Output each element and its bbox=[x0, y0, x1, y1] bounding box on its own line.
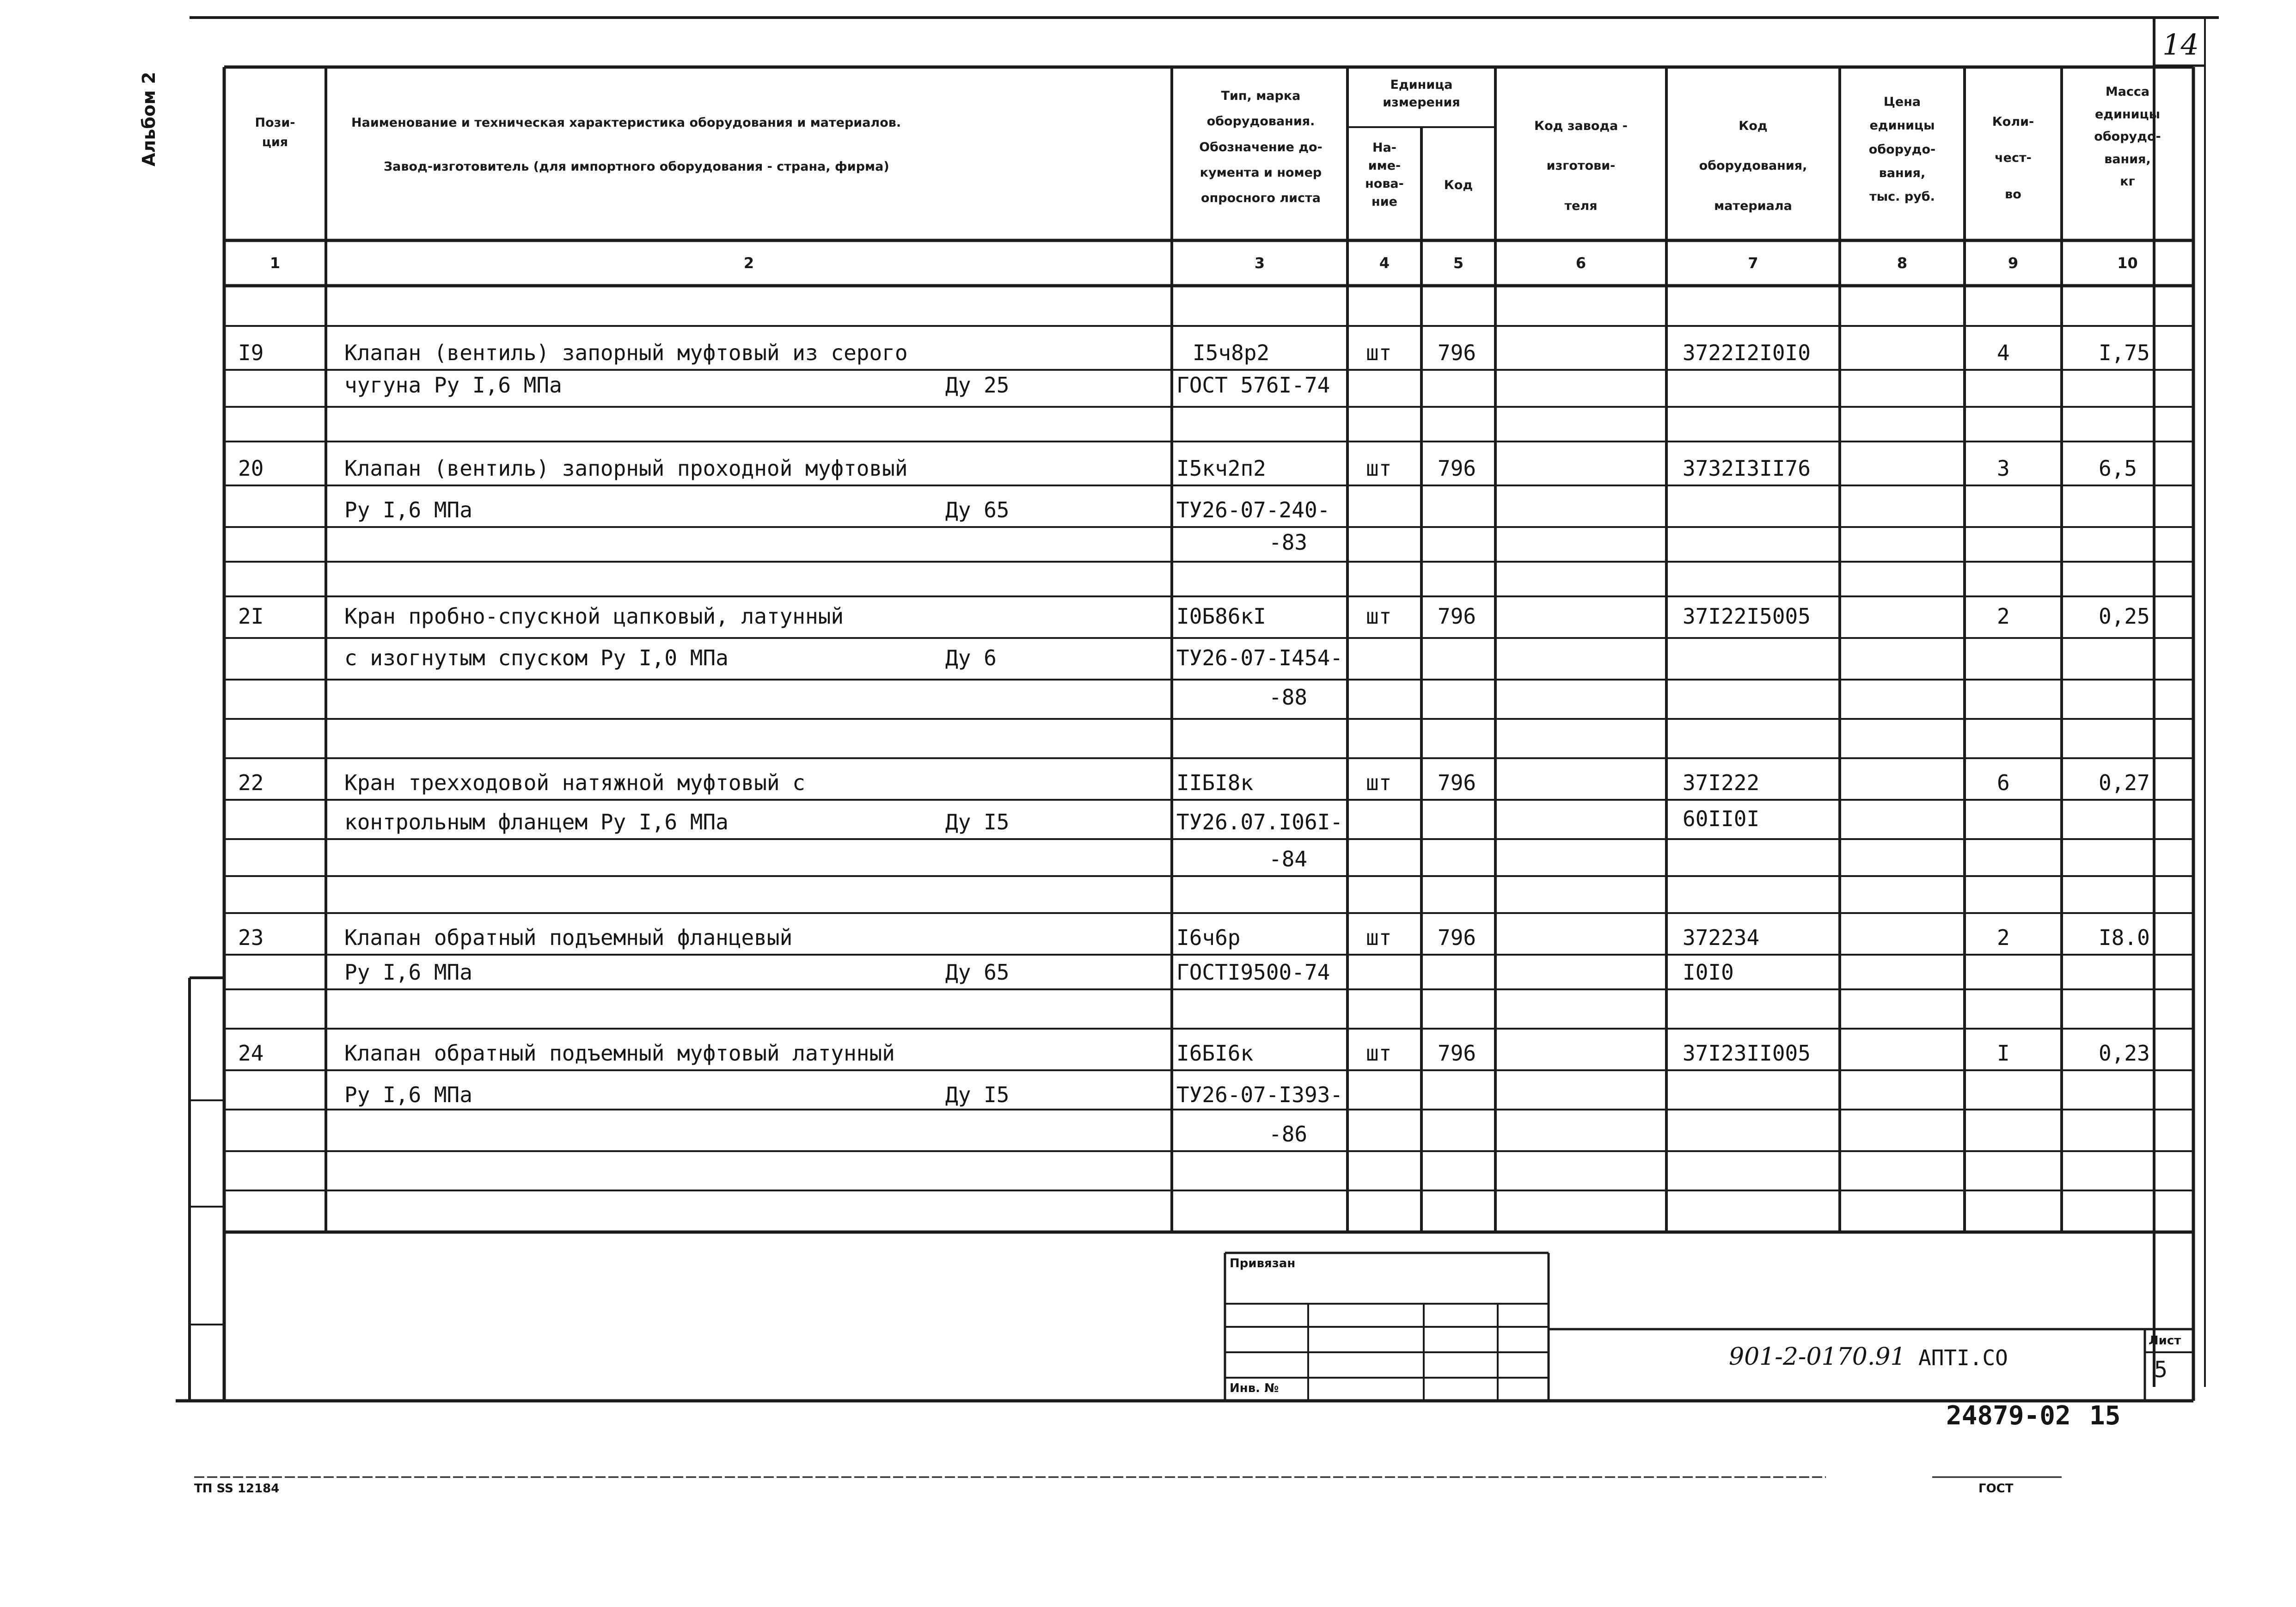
name-cell: Клапан (вентиль) запорный проходной муфтовый bbox=[344, 456, 908, 481]
document-suffix: АПТI.СО bbox=[1918, 1345, 2008, 1370]
position-cell: 22 bbox=[238, 770, 264, 795]
unit-code-cell: 796 bbox=[1438, 340, 1476, 365]
quantity-cell: 3 bbox=[1997, 456, 2010, 481]
header-unit-name: На- име- нова- ние bbox=[1365, 141, 1404, 209]
equip-code-cell: 372234 bbox=[1683, 925, 1760, 950]
header-name-line2: Завод-изготовитель (для импортного оборудования - страна, фирма) bbox=[384, 159, 889, 174]
name-cell: чугуна Ру I,6 МПа bbox=[344, 373, 562, 398]
name-cell: Ру I,6 МПа bbox=[344, 497, 472, 522]
unit-code-cell: 796 bbox=[1438, 925, 1476, 950]
type-cell: -83 bbox=[1269, 530, 1308, 555]
equip-code-cell: I0I0 bbox=[1683, 960, 1734, 985]
col-number: 3 bbox=[1254, 254, 1265, 272]
equip-code-cell: 3722I2I0I0 bbox=[1683, 340, 1811, 365]
mass-cell: 0,27 bbox=[2099, 770, 2150, 795]
type-cell: ГОСТI9500-74 bbox=[1176, 960, 1330, 985]
col-number: 10 bbox=[2117, 254, 2138, 272]
type-cell: ТУ26.07.I06I- bbox=[1176, 810, 1343, 834]
type-cell: -88 bbox=[1269, 685, 1308, 710]
name-cell: с изогнутым спуском Ру I,0 МПа bbox=[344, 645, 729, 670]
unit-code-cell: 796 bbox=[1438, 604, 1476, 629]
position-cell: 24 bbox=[238, 1041, 264, 1066]
name-cell: контрольным фланцем Ру I,6 МПа bbox=[344, 810, 729, 834]
du-cell: Ду 6 bbox=[945, 645, 997, 670]
mass-cell: 0,25 bbox=[2099, 604, 2150, 629]
mass-cell: 6,5 bbox=[2099, 456, 2137, 481]
type-cell: I6ч6р bbox=[1176, 925, 1241, 950]
inventory-number-label: Инв. № bbox=[1230, 1381, 1279, 1395]
name-cell: Кран трехходовой натяжной муфтовый с bbox=[344, 770, 805, 795]
unit-name-cell: шт bbox=[1366, 1041, 1392, 1066]
type-cell: ГОСТ 576I-74 bbox=[1176, 373, 1330, 398]
unit-name-cell: шт bbox=[1366, 604, 1392, 629]
name-cell: Кран пробно-спускной цапковый, латунный bbox=[344, 604, 844, 629]
header-factory-code: Код завода - изготови- теля bbox=[1534, 119, 1628, 213]
col-number: 1 bbox=[269, 254, 281, 272]
mass-cell: 0,23 bbox=[2099, 1041, 2150, 1066]
header-name-line1: Наименование и техническая характеристика оборудования и материалов. bbox=[351, 116, 901, 130]
applied-label: Привязан bbox=[1230, 1257, 1296, 1270]
position-cell: 2I bbox=[238, 604, 264, 629]
unit-code-cell: 796 bbox=[1438, 1041, 1476, 1066]
unit-name-cell: шт bbox=[1366, 456, 1392, 481]
type-cell: ТУ26-07-240- bbox=[1176, 497, 1330, 522]
header-quantity: Коли- чест- во bbox=[1992, 115, 2034, 202]
quantity-cell: 2 bbox=[1997, 925, 2010, 950]
quantity-cell: 4 bbox=[1997, 340, 2010, 365]
quantity-cell: 6 bbox=[1997, 770, 2010, 795]
type-cell: ТУ26-07-I454- bbox=[1176, 645, 1343, 670]
type-cell: -86 bbox=[1269, 1122, 1308, 1147]
equip-code-cell: 37I23II005 bbox=[1683, 1041, 1811, 1066]
equip-code-cell: 37I222 bbox=[1683, 770, 1760, 795]
type-cell: I5кч2п2 bbox=[1176, 456, 1266, 481]
name-cell: Клапан обратный подъемный фланцевый bbox=[344, 925, 793, 950]
bottom-page: 15 bbox=[2089, 1401, 2121, 1431]
type-cell: I6БI6к bbox=[1176, 1041, 1254, 1066]
type-cell: ТУ26-07-I393- bbox=[1176, 1082, 1343, 1107]
du-cell: Ду 65 bbox=[945, 960, 1010, 985]
unit-code-cell: 796 bbox=[1438, 770, 1476, 795]
footer-right: ГОСТ bbox=[1978, 1482, 2014, 1496]
unit-name-cell: шт bbox=[1366, 340, 1392, 365]
du-cell: Ду 65 bbox=[945, 497, 1010, 522]
col-number: 8 bbox=[1897, 254, 1908, 272]
sheet-label: Лист bbox=[2149, 1334, 2181, 1348]
equip-code-cell: 60II0I bbox=[1683, 806, 1760, 831]
position-cell: I9 bbox=[238, 340, 264, 365]
header-position: Пози- ция bbox=[255, 116, 295, 149]
name-cell: Ру I,6 МПа bbox=[344, 960, 472, 985]
col-number: 9 bbox=[2008, 254, 2019, 272]
header-equip-code: Код оборудования, материала bbox=[1699, 119, 1807, 213]
unit-code-cell: 796 bbox=[1438, 456, 1476, 481]
header-unit-code: Код bbox=[1444, 178, 1473, 192]
side-label: Альбом 2 bbox=[139, 72, 159, 166]
unit-name-cell: шт bbox=[1366, 925, 1392, 950]
mass-cell: I,75 bbox=[2099, 340, 2150, 365]
type-cell: IIБI8к bbox=[1176, 770, 1254, 795]
du-cell: Ду 25 bbox=[945, 373, 1010, 398]
col-number: 4 bbox=[1379, 254, 1390, 272]
name-cell: Ру I,6 МПа bbox=[344, 1082, 472, 1107]
mass-cell: I8.0 bbox=[2099, 925, 2150, 950]
col-number: 7 bbox=[1748, 254, 1758, 272]
du-cell: Ду I5 bbox=[945, 810, 1010, 834]
col-number: 2 bbox=[743, 254, 754, 272]
type-cell: I5ч8р2 bbox=[1193, 340, 1270, 365]
bottom-number: 24879-02 bbox=[1946, 1401, 2071, 1431]
type-cell: I0Б86кI bbox=[1176, 604, 1266, 629]
unit-name-cell: шт bbox=[1366, 770, 1392, 795]
col-number: 6 bbox=[1575, 254, 1586, 272]
position-cell: 20 bbox=[238, 456, 264, 481]
type-cell: -84 bbox=[1269, 846, 1308, 871]
quantity-cell: I bbox=[1997, 1041, 2010, 1066]
du-cell: Ду I5 bbox=[945, 1082, 1010, 1107]
equip-code-cell: 37I22I5005 bbox=[1683, 604, 1811, 629]
col-number: 5 bbox=[1453, 254, 1464, 272]
header-unit-group: Единица измерения bbox=[1383, 78, 1460, 110]
name-cell: Клапан обратный подъемный муфтовый латунный bbox=[344, 1041, 895, 1066]
footer-left: ТП SS 12184 bbox=[194, 1482, 280, 1496]
equip-code-cell: 3732I3II76 bbox=[1683, 456, 1811, 481]
sheet-number: 5 bbox=[2154, 1357, 2167, 1383]
name-cell: Клапан (вентиль) запорный муфтовый из серого bbox=[344, 340, 908, 365]
position-cell: 23 bbox=[238, 925, 264, 950]
document-code: 901-2-0170.91 bbox=[1729, 1343, 1906, 1371]
header-mass: Масса единицы оборудо- вания, кг bbox=[2094, 85, 2161, 189]
quantity-cell: 2 bbox=[1997, 604, 2010, 629]
sheet-corner-number: 14 bbox=[2162, 28, 2199, 61]
header-type: Тип, марка оборудования. Обозначение до- кумента и номер опросного листа bbox=[1199, 89, 1322, 206]
header-price: Цена единицы оборудо- вания, тыс. руб. bbox=[1868, 95, 1936, 204]
